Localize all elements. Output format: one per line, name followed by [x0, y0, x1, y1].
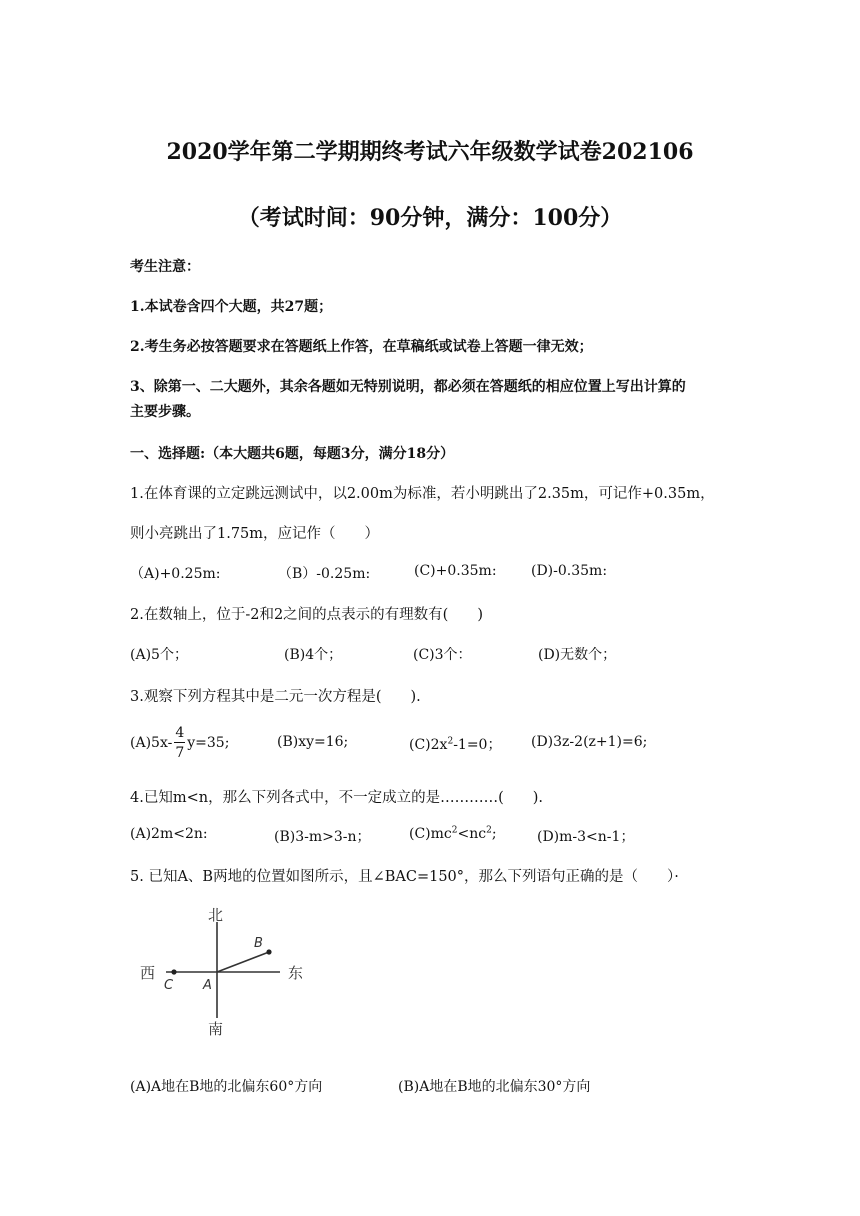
superscript: 2	[486, 825, 492, 836]
ray-ab	[217, 952, 269, 972]
north-label: 北	[208, 906, 224, 924]
question-1-option-a: （A)+0.25m:	[130, 566, 221, 582]
question-5-option-b: (B)A地在B地的北偏东30°方向	[398, 1079, 591, 1095]
superscript: 2	[451, 825, 458, 836]
question-3-option-a	[130, 720, 229, 766]
question-3-option-b: (B)xy=16;	[277, 734, 349, 750]
question-1-option-c: (C)+0.35m:	[414, 563, 497, 579]
page-subtitle: （考试时间：90分钟，满分：100分）	[237, 205, 623, 231]
point-b-dot	[266, 949, 271, 954]
east-label: 东	[288, 964, 304, 982]
compass-figure	[130, 900, 330, 1040]
question-2-option-d: (D)无数个；	[538, 647, 617, 663]
question-1-stem: 1.在体育课的立定跳远测试中，以2.00m为标准，若小明跳出了2.35m，可记作+0.35m，	[130, 486, 715, 502]
point-a-label: A	[203, 978, 212, 993]
option-a-suffix: y=35;	[187, 735, 230, 751]
superscript: 2	[447, 736, 454, 747]
question-2-option-b: (B)4个；	[284, 647, 343, 663]
question-2-option-a: (A)5个；	[130, 647, 188, 663]
west-label: 西	[140, 964, 156, 982]
notice-item: 2.考生务必按答题要求在答题纸上作答，在草稿纸或试卷上答题一律无效；	[130, 339, 593, 355]
question-5-stem: 5. 已知A、B两地的位置如图所示，且∠BAC=150°，那么下列语句正确的是（ ）·	[130, 869, 679, 885]
notice-item: 主要步骤。	[130, 404, 200, 420]
page-title: 2020学年第二学期期终考试六年级数学试卷202106	[166, 139, 694, 165]
point-c-label: C	[164, 978, 174, 993]
fraction	[174, 726, 185, 760]
question-1-option-d: (D)-0.35m:	[531, 563, 608, 579]
option-c-text: (C)2x	[409, 737, 448, 753]
option-c-text: <nc	[457, 826, 487, 842]
question-4-stem: 4.已知m<n，那么下列各式中，不一定成立的是…………( ).	[130, 790, 543, 806]
option-c-text: (C)mc	[409, 826, 452, 842]
question-3-option-d: (D)3z-2(z+1)=6;	[531, 734, 648, 750]
question-3-stem: 3.观察下列方程其中是二元一次方程是( ).	[130, 689, 421, 705]
notice-heading: 考生注意：	[130, 259, 200, 275]
question-5-option-a: (A)A地在B地的北偏东60°方向	[130, 1079, 323, 1095]
point-c-dot	[171, 969, 176, 974]
notice-item: 3、除第一、二大题外，其余各题如无特别说明，都必须在答题纸的相应位置上写出计算的	[130, 379, 686, 395]
notice-item: 1.本试卷含四个大题，共27题；	[130, 299, 333, 315]
fraction-numerator: 4	[175, 725, 185, 741]
question-3-option-c	[409, 734, 501, 754]
question-4-option-d: (D)m-3<n-1；	[537, 829, 635, 845]
question-1-option-b: （B）-0.25m:	[278, 566, 371, 582]
question-2-stem: 2.在数轴上，位于-2和2之间的点表示的有理数有( )	[130, 607, 483, 623]
option-c-text: -1=0；	[453, 737, 502, 753]
question-4-option-a: (A)2m<2n:	[130, 826, 208, 842]
point-b-label: B	[254, 936, 263, 951]
section-heading: 一、选择题:（本大题共6题，每题3分，满分18分）	[130, 446, 455, 462]
option-a-prefix: (A)5x-	[130, 735, 173, 751]
question-2-option-c: (C)3个：	[413, 647, 472, 663]
south-label: 南	[208, 1020, 224, 1038]
question-4-option-b: (B)3-m>3-n；	[274, 829, 371, 845]
question-4-option-c	[409, 826, 497, 842]
fraction-denominator: 7	[175, 745, 185, 761]
option-c-text: ;	[491, 826, 497, 842]
question-1-stem-continued: 则小亮跳出了1.75m，应记作（ ）	[130, 526, 380, 542]
